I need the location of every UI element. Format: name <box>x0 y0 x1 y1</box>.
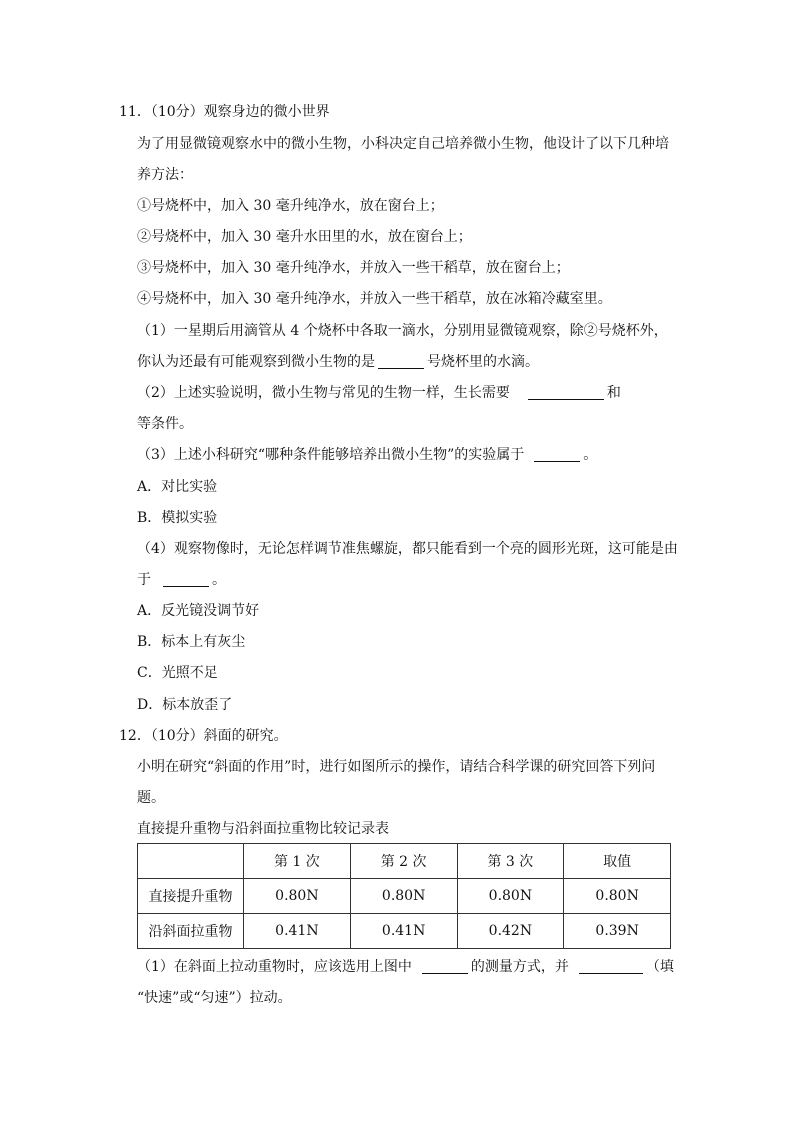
table-header-cell: 取值 <box>564 844 671 879</box>
q11-part3-question <box>137 445 597 465</box>
q11-part1-text-a: 你认为还最有可能观察到微小生物的是 <box>137 354 375 370</box>
table-cell: 0.80N <box>244 879 351 914</box>
table-cell: 0.80N <box>350 879 457 914</box>
q11-part2-line2: 等条件。 <box>137 416 193 432</box>
q12-part1-line2: “快速”或“匀速”）拉动。 <box>137 990 292 1006</box>
table-header-cell: 第 2 次 <box>350 844 457 879</box>
q12-intro-line1: 小明在研究“斜面的作用”时，进行如图所示的操作，请结合科学课的研究回答下列问 <box>137 759 656 775</box>
q11-intro-line1: 为了用显微镜观察水中的微小生物，小科决定自己培养微小生物，他设计了以下几种培 <box>137 136 669 152</box>
q12-part1-answer-blank-1[interactable] <box>422 959 468 974</box>
table-cell: 0.80N <box>564 879 671 914</box>
q11-part4-option-a[interactable]: A．反光镜没调节好 <box>137 603 260 619</box>
q11-part3-answer-blank[interactable] <box>534 447 580 462</box>
table-header-cell <box>138 844 244 879</box>
q11-part4-line1: （4）观察物像时，无论怎样调节准焦螺旋，都只能看到一个亮的圆形光斑，这可能是由 <box>137 541 678 557</box>
q12-intro-line2: 题。 <box>137 790 165 806</box>
q11-heading: 11．（10分）观察身边的微小世界 <box>119 104 330 120</box>
q11-part4-line2 <box>137 570 226 590</box>
q11-part2-text-a: （2）上述实验说明，微小生物与常见的生物一样，生长需要 <box>137 385 510 401</box>
q11-method-1: ①号烧杯中，加入 30 毫升纯净水，放在窗台上； <box>137 198 444 214</box>
table-cell: 0.80N <box>457 879 564 914</box>
q11-part1-line2 <box>137 352 539 372</box>
table-cell: 0.41N <box>244 914 351 949</box>
q11-part4-option-b[interactable]: B．标本上有灰尘 <box>137 634 246 650</box>
q12-part1-text-a: （1）在斜面上拉动重物时，应该选用上图中 <box>137 959 412 975</box>
q11-part4-option-d[interactable]: D．标本放歪了 <box>137 697 233 713</box>
q11-part2-text-b: 和 <box>606 385 621 401</box>
q11-part2-line1 <box>137 383 621 403</box>
q12-table-caption: 直接提升重物与沿斜面拉重物比较记录表 <box>137 821 389 837</box>
q11-part2-answer-blank[interactable] <box>528 385 604 400</box>
table-header-cell: 第 3 次 <box>457 844 564 879</box>
table-cell: 0.41N <box>350 914 457 949</box>
q12-heading: 12．（10分）斜面的研究。 <box>119 728 288 744</box>
q12-part1-line1 <box>137 957 674 977</box>
q11-part4-answer-blank[interactable] <box>163 572 209 587</box>
table-row-label: 沿斜面拉重物 <box>138 914 244 949</box>
q12-part1-answer-blank-2[interactable] <box>579 959 643 974</box>
q11-part3-option-a[interactable]: A．对比实验 <box>137 479 218 495</box>
q11-method-4: ④号烧杯中，加入 30 毫升纯净水，并放入一些干稻草，放在冰箱冷藏室里。 <box>137 291 612 307</box>
table-header-row <box>138 844 671 879</box>
q11-part1-answer-blank[interactable] <box>378 354 424 369</box>
q11-method-2: ②号烧杯中，加入 30 毫升水田里的水，放在窗台上； <box>137 229 472 245</box>
q12-part1-text-c: （填 <box>645 959 674 975</box>
table-cell: 0.39N <box>564 914 671 949</box>
q11-part3-option-b[interactable]: B．模拟实验 <box>137 510 218 526</box>
table-cell: 0.42N <box>457 914 564 949</box>
q11-part1-line1: （1）一星期后用滴管从 4 个烧杯中各取一滴水，分别用显微镜观察，除②号烧杯外， <box>137 323 668 339</box>
q12-part1-text-b: 的测量方式，并 <box>470 959 569 975</box>
table-row-label: 直接提升重物 <box>138 879 244 914</box>
comparison-record-table <box>137 843 671 949</box>
q11-part4-option-c[interactable]: C．光照不足 <box>137 665 218 681</box>
q11-part1-text-b: 号烧杯里的水滴。 <box>427 354 539 370</box>
q11-method-3: ③号烧杯中，加入 30 毫升纯净水，并放入一些干稻草，放在窗台上； <box>137 260 570 276</box>
table-row <box>138 914 671 949</box>
table-header-cell: 第 1 次 <box>244 844 351 879</box>
q11-intro-line2: 养方法： <box>137 167 193 183</box>
q11-part3-text-b: 。 <box>583 447 598 463</box>
table-row <box>138 879 671 914</box>
q11-part3-text-a: （3）上述小科研究“哪种条件能够培养出微小生物”的实验属于 <box>137 447 525 463</box>
q11-part4-text-b: 。 <box>212 572 226 588</box>
q11-part4-text-a: 于 <box>137 572 151 588</box>
